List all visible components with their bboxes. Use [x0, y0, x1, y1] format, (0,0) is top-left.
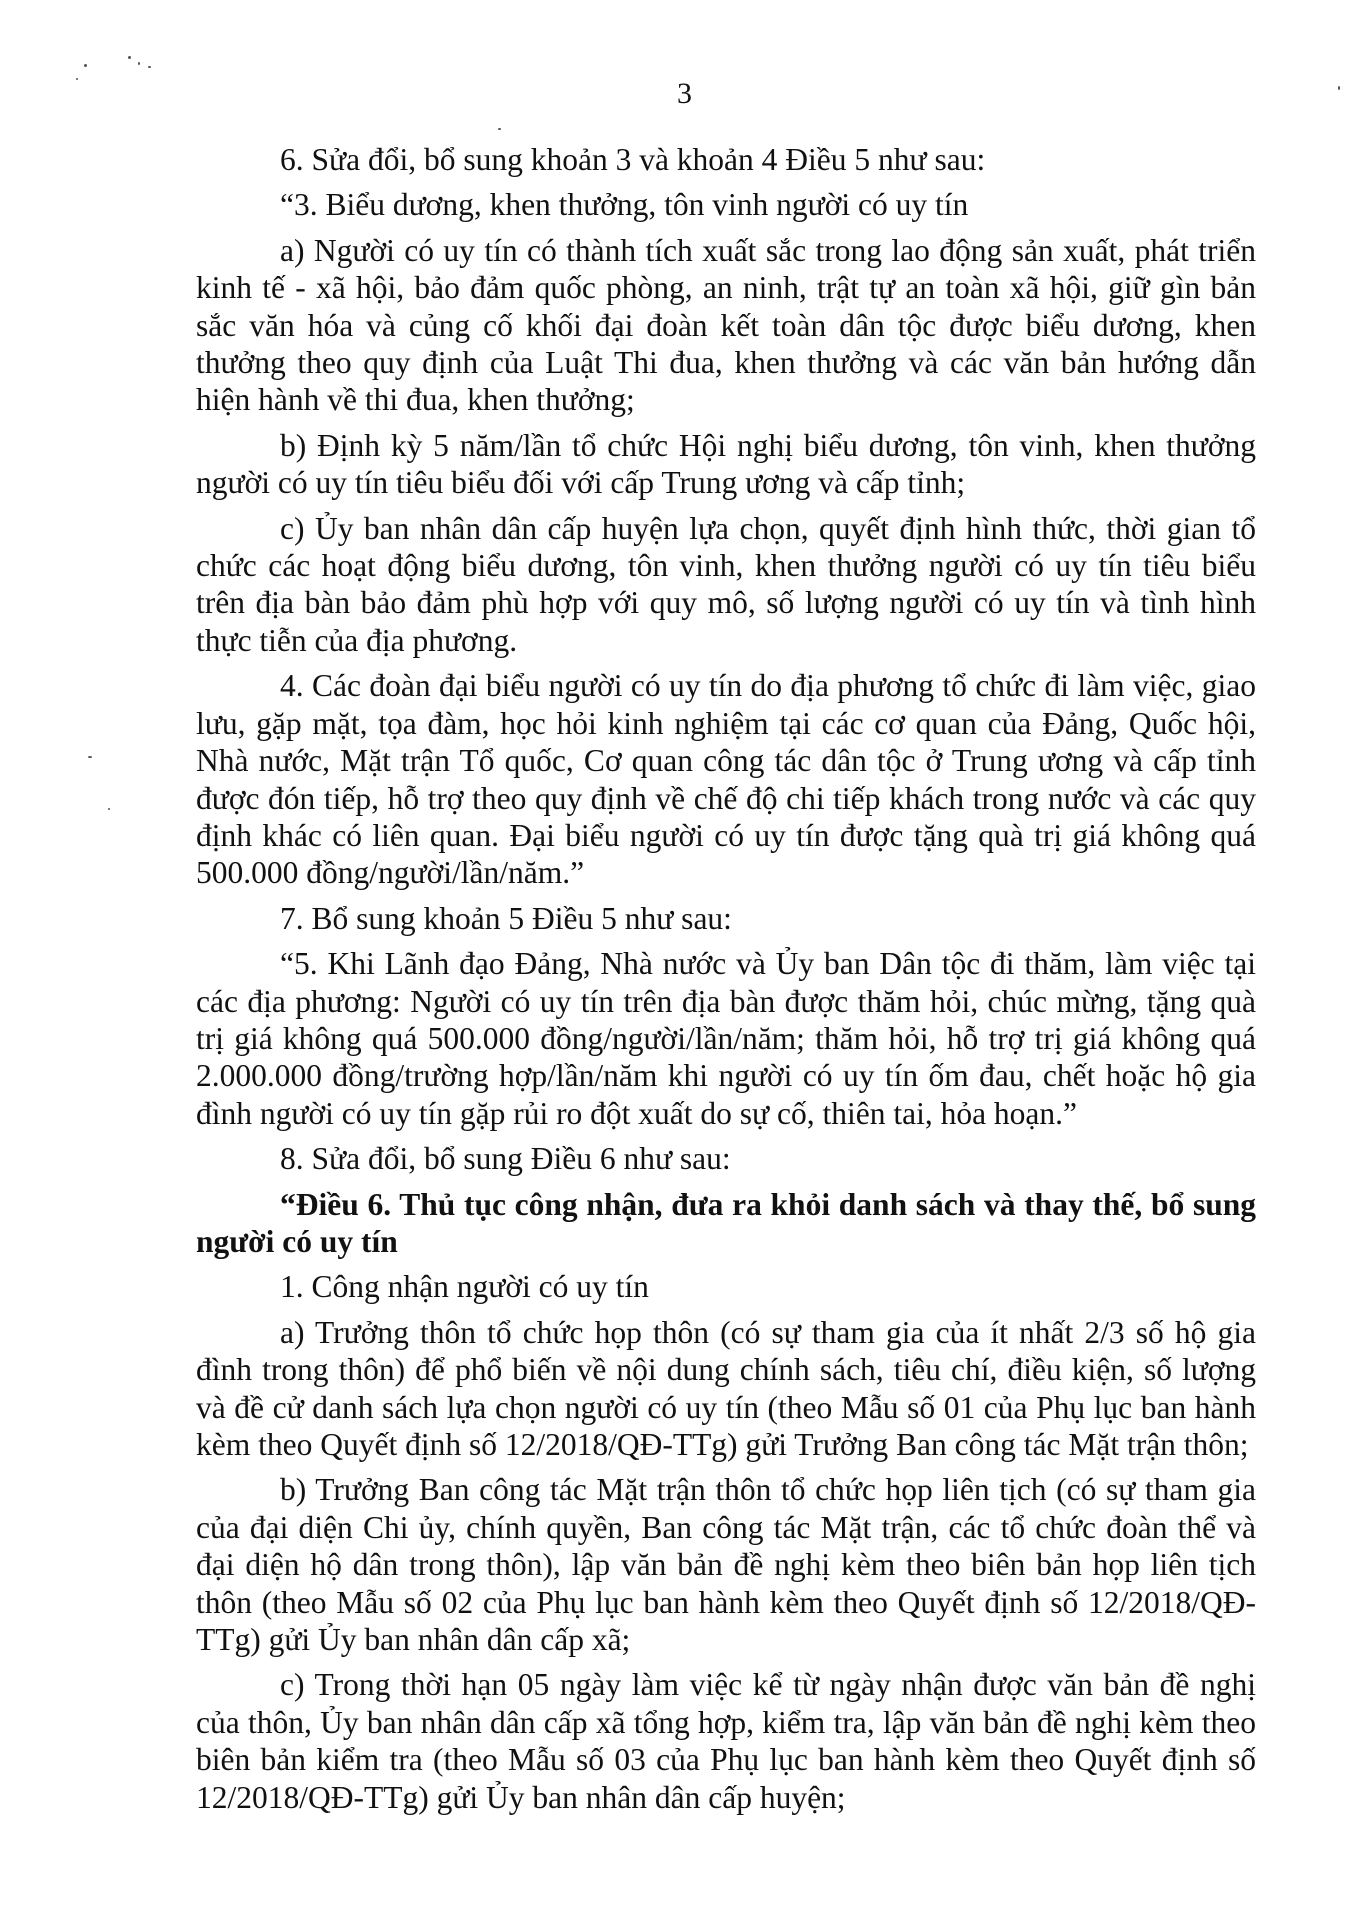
paragraph: c) Trong thời hạn 05 ngày làm việc kể từ ngày nhận được văn bản đề nghị của thôn, Ủy ban nhân dân cấp xã tổng hợp, kiểm tra, lập văn bản đề nghị kèm theo biên bản kiểm tra (theo Mẫu số 03 của Phụ lục ban hành kèm theo Quyết định số 12/2018/QĐ-TTg) gửi Ủy ban nhân dân cấp huyện; — [196, 1667, 1256, 1815]
scan-speck — [88, 756, 92, 758]
paragraph: 6. Sửa đổi, bổ sung khoản 3 và khoản 4 Điều 5 như sau: — [280, 142, 986, 177]
paragraph: 7. Bổ sung khoản 5 Điều 5 như sau: — [280, 900, 732, 936]
scan-speck — [498, 128, 501, 130]
paragraph: b) Định kỳ 5 năm/lần tổ chức Hội nghị biểu dương, tôn vinh, khen thưởng người có uy tín tiêu biểu đối với cấp Trung ương và cấp tỉnh; — [196, 427, 1256, 501]
article-heading: “Điều 6. Thủ tục công nhận, đưa ra khỏi danh sách và thay thế, bổ sung người có uy tín — [196, 1186, 1256, 1259]
paragraph: a) Trưởng thôn tổ chức họp thôn (có sự tham gia của ít nhất 2/3 số hộ gia đình trong thôn) để phổ biến về nội dung chính sách, tiêu chí, điều kiện, số lượng và đề cử danh sách lựa chọn người có uy tín (theo Mẫu số 01 của Phụ lục ban hành kèm theo Quyết định số 12/2018/QĐ-TTg) gửi Trưởng Ban công tác Mặt trận thôn; — [196, 1314, 1256, 1462]
document-body — [196, 141, 1256, 1824]
page-number: 3 — [677, 77, 692, 110]
paragraph: c) Ủy ban nhân dân cấp huyện lựa chọn, quyết định hình thức, thời gian tổ chức các hoạt động biểu dương, tôn vinh, khen thưởng người có uy tín tiêu biểu trên địa bàn bảo đảm phù hợp với quy mô, số lượng người có uy tín và tình hình thực tiễn của địa phương. — [196, 510, 1256, 658]
paragraph: 1. Công nhận người có uy tín — [280, 1269, 649, 1305]
scan-speck — [84, 64, 87, 67]
paragraph: 4. Các đoàn đại biểu người có uy tín do địa phương tổ chức đi làm việc, giao lưu, gặp mặt, tọa đàm, học hỏi kinh nghiệm tại các cơ quan của Đảng, Quốc hội, Nhà nước, Mặt trận Tổ quốc, Cơ quan công tác dân tộc ở Trung ương và cấp tỉnh được đón tiếp, hỗ trợ theo quy định về chế độ chi tiếp khách trong nước và các quy định khác có liên quan. Đại biểu người có uy tín được tặng quà trị giá không quá 500.000 đồng/người/lần/năm.” — [196, 668, 1256, 891]
scan-speck — [138, 62, 140, 65]
scan-speck — [108, 808, 110, 810]
paragraph: a) Người có uy tín có thành tích xuất sắc trong lao động sản xuất, phát triển kinh tế - xã hội, bảo đảm quốc phòng, an ninh, trật tự an toàn xã hội, giữ gìn bản sắc văn hóa và củng cố khối đại đoàn kết toàn dân tộc được biểu dương, khen thưởng theo quy định của Luật Thi đua, khen thưởng và các văn bản hướng dẫn hiện hành về thi đua, khen thưởng; — [196, 232, 1256, 418]
scan-speck — [148, 66, 151, 68]
scan-speck — [128, 56, 131, 59]
paragraph: 8. Sửa đổi, bổ sung Điều 6 như sau: — [280, 1141, 731, 1177]
paragraph: “5. Khi Lãnh đạo Đảng, Nhà nước và Ủy ban Dân tộc đi thăm, làm việc tại các địa phương: Người có uy tín trên địa bàn được thăm hỏi, chúc mừng, tặng quà trị giá không quá 500.000 đồng/người/lần/năm; thăm hỏi, hỗ trợ trị giá không quá 2.000.000 đồng/trường hợp/lần/năm khi người có uy tín ốm đau, chết hoặc hộ gia đình người có uy tín gặp rủi ro đột xuất do sự cố, thiên tai, hỏa hoạn.” — [196, 946, 1256, 1131]
paragraph: b) Trưởng Ban công tác Mặt trận thôn tổ chức họp liên tịch (có sự tham gia của đại diện Chi ủy, chính quyền, Ban công tác Mặt trận, các tổ chức đoàn thể và đại diện hộ dân trong thôn), lập văn bản đề nghị kèm theo biên bản họp liên tịch thôn (theo Mẫu số 02 của Phụ lục ban hành kèm theo Quyết định số 12/2018/QĐ-TTg) gửi Ủy ban nhân dân cấp xã; — [196, 1472, 1256, 1658]
paragraph: “3. Biểu dương, khen thưởng, tôn vinh người có uy tín — [280, 187, 969, 223]
